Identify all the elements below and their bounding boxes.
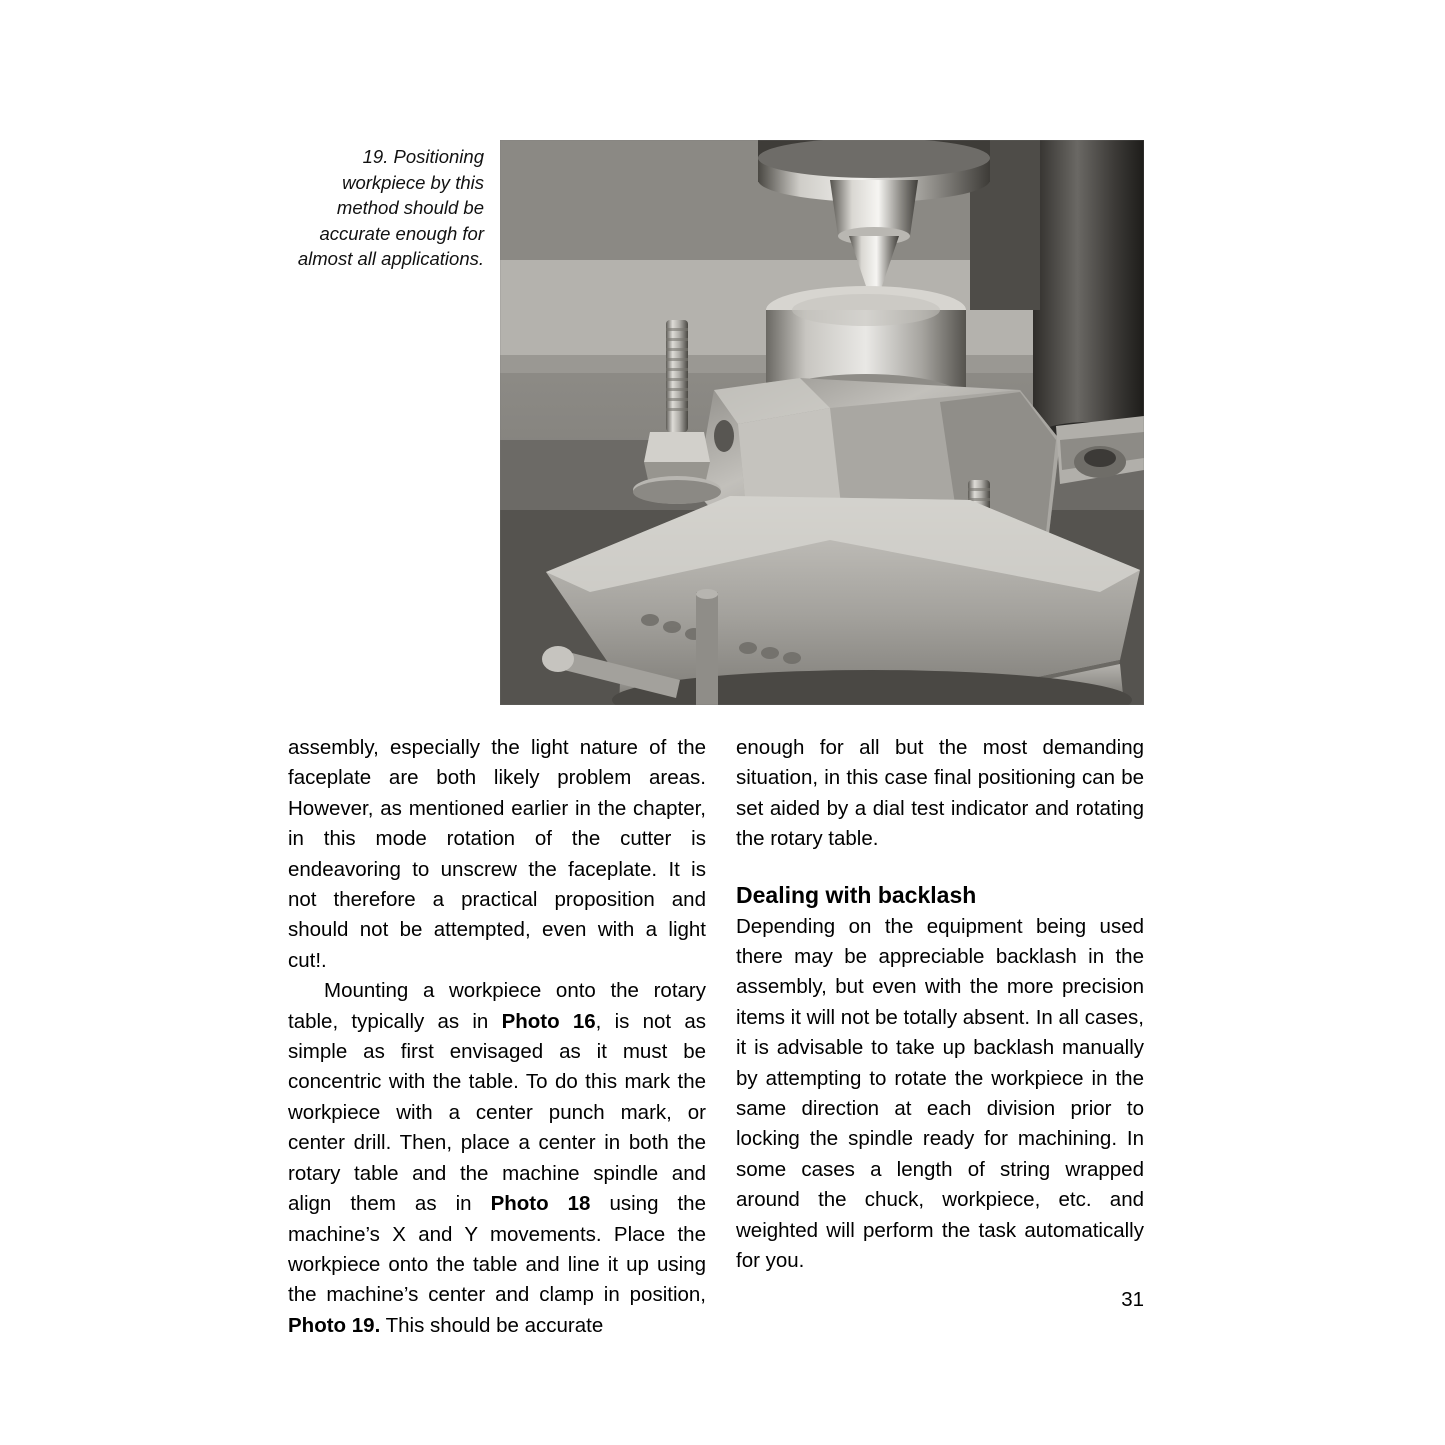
photo-reference-16: Photo 16 — [501, 1009, 596, 1033]
figure-caption: 19. Positioning workpiece by this method should be accurate enough for almost all applications. — [297, 146, 484, 269]
text-segment: , is not as simple as first envisaged as it must be concentric with the table. To do this mark the workpiece with a center punch mark, or center drill. Then, place a center in both the rotary table and the machine spindle and align them as in — [288, 1009, 706, 1216]
body-column-left — [288, 733, 706, 1341]
paragraph-left-1: assembly, especially the light nature of the faceplate are both likely problem areas. However, as mentioned earlier in the chapter, in this mode rotation of the cutter is endeavoring to unscrew the faceplate. It is not therefore a practical proposition and should not be attempted, even with a light cut!. — [288, 736, 706, 972]
text-segment: This should be accurate — [380, 1313, 604, 1337]
body-column-right — [736, 733, 1144, 1277]
photo-reference-18: Photo 18 — [490, 1192, 591, 1216]
paragraph-left-2 — [288, 976, 706, 1341]
section-heading-backlash: Dealing with backlash — [736, 881, 977, 908]
paragraph-right-2: Depending on the equipment being used there may be appreciable backlash in the assembly, but even with the more precision items it will not be totally absent. In all cases, it is advisable to take up backlash manually by attempting to rotate the workpiece in the same direction at each division prior to locking the spindle ready for machining. In some cases a length of string wrapped around the chuck, workpiece, etc. and weighted will perform the task automatically for you. — [736, 914, 1144, 1273]
page-number: 31 — [1121, 1288, 1144, 1311]
text-segment: using the machine’s X and Y movements. Place the workpiece onto the table and line it up using the machine’s center and clamp in position, — [288, 1192, 706, 1307]
text-segment: Mounting a workpiece onto the rotary table, typically as in — [288, 979, 706, 1033]
figure-block — [288, 140, 1144, 705]
figure-photo — [500, 140, 1144, 705]
photo-reference-19: Photo 19. — [288, 1313, 381, 1337]
paragraph-right-1: enough for all but the most demanding situation, in this case final positioning can be set aided by a dial test indicator and rotating the rotary table. — [736, 736, 1144, 851]
